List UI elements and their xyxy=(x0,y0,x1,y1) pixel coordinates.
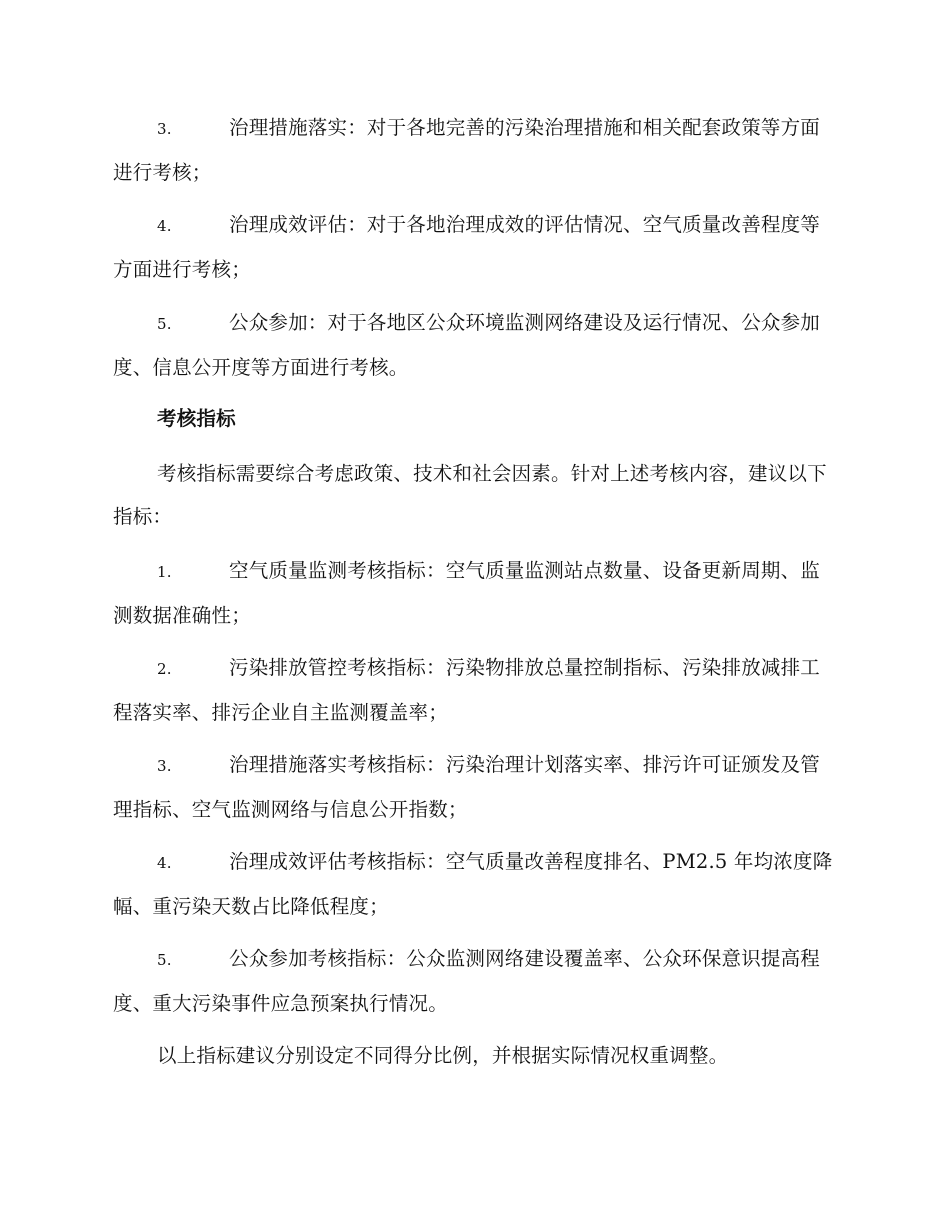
intro-paragraph: 考核指标需要综合考虑政策、技术和社会因素。针对上述考核内容，建议以下指标： xyxy=(113,462,827,528)
list-item xyxy=(113,937,833,1025)
list-item xyxy=(113,840,833,928)
item-number: 4. xyxy=(157,854,172,872)
item-text: 治理成效评估考核指标：空气质量改善程度排名、PM2.5 年均浓度降幅、重污染天数占比降低程度； xyxy=(113,850,833,918)
item-number: 2. xyxy=(157,660,172,678)
list-item xyxy=(113,203,833,291)
item-number: 3. xyxy=(157,120,172,138)
item-number: 4. xyxy=(157,217,172,235)
item-text: 治理措施落实：对于各地完善的污染治理措施和相关配套政策等方面进行考核； xyxy=(113,116,821,184)
closing-paragraph: 以上指标建议分别设定不同得分比例，并根据实际情况权重调整。 xyxy=(157,1044,729,1067)
section-heading: 考核指标 xyxy=(157,407,236,430)
item-text: 公众参加考核指标：公众监测网络建设覆盖率、公众环保意识提高程度、重大污染事件应急预案执行情况。 xyxy=(113,947,821,1015)
item-number: 3. xyxy=(157,757,172,775)
list-item xyxy=(113,301,833,389)
list-item xyxy=(113,106,833,194)
list-item xyxy=(113,743,833,831)
item-text: 治理成效评估：对于各地治理成效的评估情况、空气质量改善程度等方面进行考核； xyxy=(113,213,821,281)
item-text: 治理措施落实考核指标：污染治理计划落实率、排污许可证颁发及管理指标、空气监测网络与信息公开指数； xyxy=(113,753,821,821)
list-item xyxy=(113,646,833,734)
item-number: 5. xyxy=(157,315,172,333)
list-item xyxy=(113,549,833,637)
item-number: 5. xyxy=(157,951,172,969)
item-number: 1. xyxy=(157,563,172,581)
item-text: 空气质量监测考核指标：空气质量监测站点数量、设备更新周期、监测数据准确性； xyxy=(113,559,821,627)
item-text: 污染排放管控考核指标：污染物排放总量控制指标、污染排放减排工程落实率、排污企业自主监测覆盖率； xyxy=(113,656,821,724)
item-text: 公众参加：对于各地区公众环境监测网络建设及运行情况、公众参加度、信息公开度等方面进行考核。 xyxy=(113,311,821,379)
